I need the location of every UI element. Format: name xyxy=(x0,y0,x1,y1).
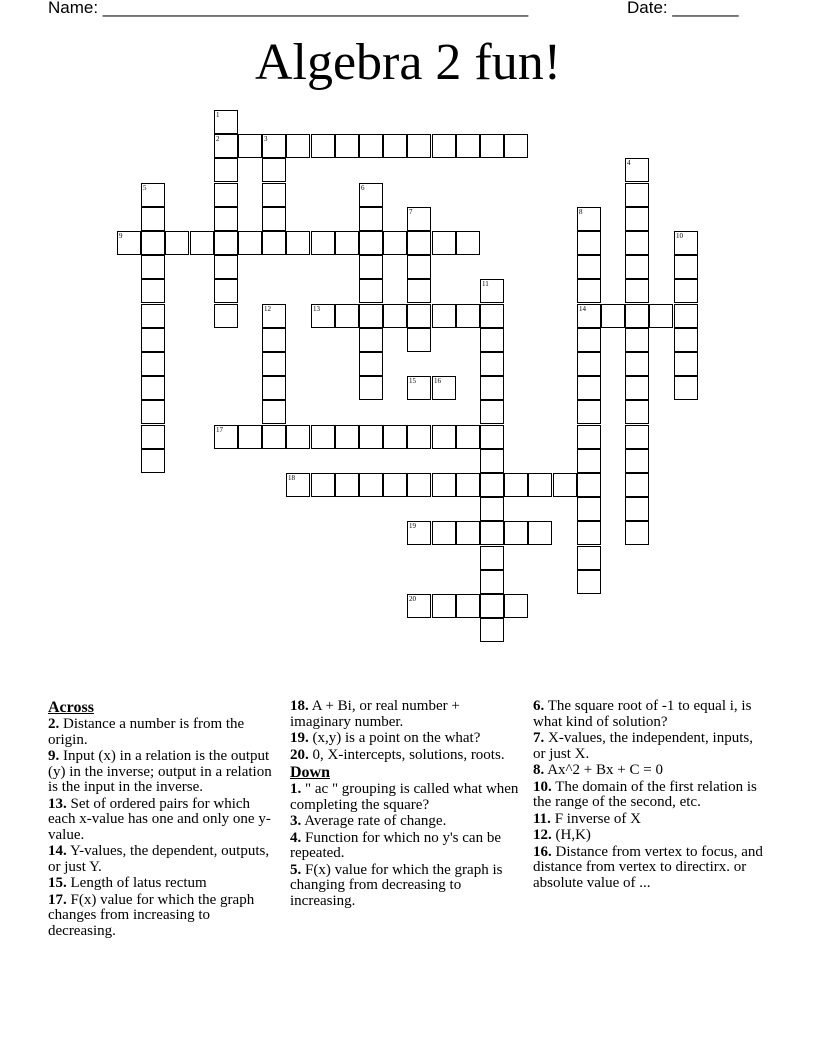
grid-cell[interactable] xyxy=(432,231,456,255)
grid-cell[interactable] xyxy=(480,618,504,642)
grid-cell[interactable] xyxy=(456,473,480,497)
across-heading: Across xyxy=(48,699,94,716)
grid-cell[interactable] xyxy=(286,134,310,158)
clue-number-label: 19 xyxy=(409,522,416,530)
grid-cell[interactable] xyxy=(141,400,165,424)
grid-cell[interactable] xyxy=(577,473,601,497)
grid-cell[interactable] xyxy=(262,183,286,207)
grid-cell[interactable] xyxy=(480,425,504,449)
clue-item xyxy=(290,863,522,910)
clue-item xyxy=(290,748,522,764)
grid-cell[interactable] xyxy=(625,304,649,328)
grid-cell[interactable] xyxy=(141,304,165,328)
grid-cell[interactable] xyxy=(625,425,649,449)
grid-cell[interactable] xyxy=(601,304,625,328)
grid-cell[interactable] xyxy=(407,594,431,618)
clue-number-label: 1 xyxy=(216,111,220,119)
grid-cell[interactable] xyxy=(359,255,383,279)
grid-cell[interactable] xyxy=(383,473,407,497)
clue-number: 20. xyxy=(290,746,309,763)
clue-number: 6. xyxy=(533,698,545,714)
grid-cell[interactable] xyxy=(359,352,383,376)
grid-cell[interactable] xyxy=(456,134,480,158)
grid-cell[interactable] xyxy=(432,594,456,618)
grid-cell[interactable] xyxy=(432,473,456,497)
grid-cell[interactable] xyxy=(214,134,238,158)
grid-cell[interactable] xyxy=(359,473,383,497)
grid-cell[interactable] xyxy=(577,207,601,231)
clue-number-label: 9 xyxy=(119,232,123,240)
clue-item xyxy=(533,812,769,828)
grid-cell[interactable] xyxy=(214,425,238,449)
grid-cell[interactable] xyxy=(480,279,504,303)
grid-cell[interactable] xyxy=(141,279,165,303)
grid-cell[interactable] xyxy=(577,255,601,279)
grid-cell[interactable] xyxy=(577,449,601,473)
clue-number-label: 14 xyxy=(579,305,586,313)
clue-number: 9. xyxy=(48,748,60,764)
clue-number-label: 17 xyxy=(216,426,223,434)
clue-text: (x,y) is a point on the what? xyxy=(312,730,481,746)
grid-cell[interactable] xyxy=(407,207,431,231)
grid-cell[interactable] xyxy=(214,207,238,231)
grid-cell[interactable] xyxy=(286,425,310,449)
grid-cell[interactable] xyxy=(674,328,698,352)
grid-cell[interactable] xyxy=(359,425,383,449)
grid-cell[interactable] xyxy=(625,158,649,182)
grid-cell[interactable] xyxy=(577,279,601,303)
grid-cell[interactable] xyxy=(214,110,238,134)
grid-cell[interactable] xyxy=(625,255,649,279)
grid-cell[interactable] xyxy=(214,158,238,182)
grid-cell[interactable] xyxy=(480,570,504,594)
clue-text: Set of ordered pairs for which each x-value has one and only one y-value. xyxy=(48,795,271,843)
grid-cell[interactable] xyxy=(625,207,649,231)
clue-number-label: 8 xyxy=(579,208,583,216)
grid-cell[interactable] xyxy=(625,497,649,521)
grid-cell[interactable] xyxy=(141,328,165,352)
grid-cell[interactable] xyxy=(577,400,601,424)
clue-item xyxy=(290,731,522,747)
grid-cell[interactable] xyxy=(214,255,238,279)
clues-column-3 xyxy=(533,699,769,892)
grid-cell[interactable] xyxy=(141,183,165,207)
name-field-label: Name: _____________________________________________ xyxy=(48,0,529,17)
clue-number-label: 11 xyxy=(482,280,489,288)
grid-cell[interactable] xyxy=(625,328,649,352)
clue-number: 8. xyxy=(533,762,545,778)
grid-cell[interactable] xyxy=(359,207,383,231)
grid-cell[interactable] xyxy=(625,231,649,255)
clue-number-label: 16 xyxy=(434,377,441,385)
down-clue-list xyxy=(290,782,522,909)
clue-number-label: 12 xyxy=(264,305,271,313)
grid-cell[interactable] xyxy=(480,328,504,352)
clue-text: F(x) value for which the graph changes from increasing to decreasing. xyxy=(48,891,255,939)
clue-item xyxy=(48,844,280,875)
clue-item xyxy=(290,831,522,862)
grid-cell[interactable] xyxy=(480,400,504,424)
grid-cell[interactable] xyxy=(117,231,141,255)
clue-text: The domain of the first relation is the range of the second, etc. xyxy=(533,778,757,810)
grid-cell[interactable] xyxy=(674,255,698,279)
clue-text: Ax^2 + Bx + C = 0 xyxy=(547,762,663,778)
grid-cell[interactable] xyxy=(480,594,504,618)
clue-text: Length of latus rectum xyxy=(70,875,207,891)
grid-cell[interactable] xyxy=(432,304,456,328)
grid-cell[interactable] xyxy=(504,594,528,618)
grid-cell[interactable] xyxy=(577,231,601,255)
grid-cell[interactable] xyxy=(577,546,601,570)
grid-cell[interactable] xyxy=(577,352,601,376)
grid-cell[interactable] xyxy=(674,352,698,376)
clue-number: 10. xyxy=(533,778,552,795)
clue-number: 3. xyxy=(290,813,302,829)
grid-cell[interactable] xyxy=(480,497,504,521)
clue-number-label: 6 xyxy=(361,184,365,192)
grid-cell[interactable] xyxy=(553,473,577,497)
grid-cell[interactable] xyxy=(480,521,504,545)
grid-cell[interactable] xyxy=(214,304,238,328)
down-heading: Down xyxy=(290,764,331,781)
grid-cell[interactable] xyxy=(359,279,383,303)
clue-text: (H,K) xyxy=(555,827,591,843)
grid-cell[interactable] xyxy=(407,425,431,449)
clue-item xyxy=(48,717,280,748)
grid-cell[interactable] xyxy=(407,376,431,400)
clue-item xyxy=(533,731,769,762)
grid-cell[interactable] xyxy=(359,183,383,207)
grid-cell[interactable] xyxy=(311,231,335,255)
grid-cell[interactable] xyxy=(456,521,480,545)
grid-cell[interactable] xyxy=(238,231,262,255)
clue-number: 18. xyxy=(290,698,309,714)
clue-item xyxy=(533,780,769,811)
grid-cell[interactable] xyxy=(625,449,649,473)
grid-cell[interactable] xyxy=(577,304,601,328)
grid-cell[interactable] xyxy=(335,231,359,255)
clue-text: Distance from vertex to focus, and distance from vertex to directirx. or absolute value of ... xyxy=(533,843,763,891)
clue-number: 1. xyxy=(290,781,302,797)
clue-text: F inverse of X xyxy=(554,810,641,827)
clue-number: 17. xyxy=(48,891,67,908)
grid-cell[interactable] xyxy=(262,207,286,231)
clue-number-label: 5 xyxy=(143,184,147,192)
grid-cell[interactable] xyxy=(262,134,286,158)
grid-cell[interactable] xyxy=(480,473,504,497)
clue-number-label: 3 xyxy=(264,135,268,143)
grid-cell[interactable] xyxy=(286,473,310,497)
clue-text: Y-values, the dependent, outputs, or just Y. xyxy=(48,843,270,875)
grid-cell[interactable] xyxy=(262,352,286,376)
grid-cell[interactable] xyxy=(407,279,431,303)
clue-text: A + Bi, or real number + imaginary number. xyxy=(290,698,460,730)
grid-cell[interactable] xyxy=(262,158,286,182)
grid-cell[interactable] xyxy=(335,473,359,497)
grid-cell[interactable] xyxy=(407,473,431,497)
grid-cell[interactable] xyxy=(214,183,238,207)
clue-number: 15. xyxy=(48,875,67,891)
grid-cell[interactable] xyxy=(577,376,601,400)
clue-number-label: 2 xyxy=(216,135,220,143)
grid-cell[interactable] xyxy=(674,304,698,328)
grid-cell[interactable] xyxy=(456,304,480,328)
grid-cell[interactable] xyxy=(577,497,601,521)
clue-item xyxy=(533,845,769,892)
grid-cell[interactable] xyxy=(141,376,165,400)
clue-item xyxy=(48,876,280,892)
grid-cell[interactable] xyxy=(407,521,431,545)
grid-cell[interactable] xyxy=(504,473,528,497)
grid-cell[interactable] xyxy=(456,594,480,618)
grid-cell[interactable] xyxy=(335,425,359,449)
clue-text: F(x) value for which the graph is changing from decreasing to increasing. xyxy=(290,861,503,909)
grid-cell[interactable] xyxy=(577,328,601,352)
grid-cell[interactable] xyxy=(407,328,431,352)
grid-cell[interactable] xyxy=(238,425,262,449)
clue-number: 2. xyxy=(48,716,60,732)
grid-cell[interactable] xyxy=(383,231,407,255)
clue-item xyxy=(48,893,280,940)
grid-cell[interactable] xyxy=(359,134,383,158)
clue-text: X-values, the independent, inputs, or just X. xyxy=(533,730,753,762)
grid-cell[interactable] xyxy=(359,231,383,255)
grid-cell[interactable] xyxy=(141,207,165,231)
grid-cell[interactable] xyxy=(262,328,286,352)
clue-number: 19. xyxy=(290,730,309,746)
grid-cell[interactable] xyxy=(456,231,480,255)
grid-cell[interactable] xyxy=(311,473,335,497)
grid-cell[interactable] xyxy=(190,231,214,255)
clue-text: Input (x) in a relation is the output (y) in the inverse; output in a relation is the input in the inverse. xyxy=(48,748,272,795)
grid-cell[interactable] xyxy=(262,376,286,400)
grid-cell[interactable] xyxy=(577,570,601,594)
across-clue-list xyxy=(48,717,280,939)
clue-number: 16. xyxy=(533,843,552,860)
grid-cell[interactable] xyxy=(625,279,649,303)
puzzle-title: Algebra 2 fun! xyxy=(254,34,562,91)
clue-item xyxy=(48,797,280,844)
clue-number-label: 20 xyxy=(409,595,416,603)
grid-cell[interactable] xyxy=(141,352,165,376)
grid-cell[interactable] xyxy=(383,304,407,328)
grid-cell[interactable] xyxy=(432,521,456,545)
clue-number: 14. xyxy=(48,843,67,859)
grid-cell[interactable] xyxy=(456,425,480,449)
grid-cell[interactable] xyxy=(432,425,456,449)
clue-number-label: 4 xyxy=(627,159,631,167)
clues-column-2 xyxy=(290,699,522,910)
grid-cell[interactable] xyxy=(407,255,431,279)
grid-cell[interactable] xyxy=(214,231,238,255)
grid-cell[interactable] xyxy=(359,376,383,400)
grid-cell[interactable] xyxy=(480,304,504,328)
clue-item xyxy=(290,699,522,730)
clue-text: " ac " grouping is called what when completing the square? xyxy=(290,781,519,813)
clue-number: 13. xyxy=(48,795,67,812)
grid-cell[interactable] xyxy=(262,400,286,424)
clue-item xyxy=(290,814,522,830)
grid-cell[interactable] xyxy=(649,304,673,328)
clue-item xyxy=(290,782,522,813)
grid-cell[interactable] xyxy=(335,304,359,328)
grid-cell[interactable] xyxy=(625,400,649,424)
grid-cell[interactable] xyxy=(480,134,504,158)
grid-cell[interactable] xyxy=(407,304,431,328)
grid-cell[interactable] xyxy=(383,425,407,449)
grid-cell[interactable] xyxy=(141,255,165,279)
grid-cell[interactable] xyxy=(286,231,310,255)
grid-cell[interactable] xyxy=(625,376,649,400)
clue-number-label: 10 xyxy=(676,232,683,240)
clue-item xyxy=(533,699,769,730)
clue-number-label: 13 xyxy=(313,305,320,313)
grid-cell[interactable] xyxy=(625,352,649,376)
grid-cell[interactable] xyxy=(432,134,456,158)
grid-cell[interactable] xyxy=(480,352,504,376)
grid-cell[interactable] xyxy=(165,231,189,255)
clue-item xyxy=(533,763,769,779)
grid-cell[interactable] xyxy=(480,449,504,473)
grid-cell[interactable] xyxy=(383,134,407,158)
clue-text: Distance a number is from the origin. xyxy=(48,716,245,748)
clue-text: 0, X-intercepts, solutions, roots. xyxy=(312,746,505,763)
grid-cell[interactable] xyxy=(625,473,649,497)
grid-cell[interactable] xyxy=(311,425,335,449)
grid-cell[interactable] xyxy=(407,231,431,255)
grid-cell[interactable] xyxy=(407,134,431,158)
grid-cell[interactable] xyxy=(262,231,286,255)
clue-item xyxy=(533,828,769,844)
grid-cell[interactable] xyxy=(335,134,359,158)
clue-number-label: 18 xyxy=(288,474,295,482)
grid-cell[interactable] xyxy=(674,376,698,400)
grid-cell[interactable] xyxy=(480,376,504,400)
grid-cell[interactable] xyxy=(480,546,504,570)
clues-column-1 xyxy=(48,699,280,940)
grid-cell[interactable] xyxy=(262,304,286,328)
clue-number-label: 15 xyxy=(409,377,416,385)
clue-number-label: 7 xyxy=(409,208,413,216)
clue-text: Average rate of change. xyxy=(304,813,447,829)
grid-cell[interactable] xyxy=(528,473,552,497)
clue-number: 11. xyxy=(533,810,551,827)
grid-cell[interactable] xyxy=(311,304,335,328)
grid-cell[interactable] xyxy=(504,134,528,158)
grid-cell[interactable] xyxy=(674,279,698,303)
down-clue-list-continued xyxy=(533,699,769,891)
grid-cell[interactable] xyxy=(577,521,601,545)
grid-cell[interactable] xyxy=(625,183,649,207)
grid-cell[interactable] xyxy=(674,231,698,255)
grid-cell[interactable] xyxy=(432,376,456,400)
across-clue-list-continued xyxy=(290,699,522,763)
grid-cell[interactable] xyxy=(528,521,552,545)
clue-item xyxy=(48,749,280,796)
grid-cell[interactable] xyxy=(141,231,165,255)
grid-cell[interactable] xyxy=(359,304,383,328)
clue-text: The square root of -1 to equal i, is what kind of solution? xyxy=(533,698,752,730)
grid-cell[interactable] xyxy=(141,449,165,473)
grid-cell[interactable] xyxy=(577,425,601,449)
clue-number: 7. xyxy=(533,730,545,746)
clue-number: 5. xyxy=(290,861,302,878)
date-field-label: Date: _______ xyxy=(627,0,739,17)
clue-number: 4. xyxy=(290,829,302,846)
grid-cell[interactable] xyxy=(238,134,262,158)
grid-cell[interactable] xyxy=(625,521,649,545)
grid-cell[interactable] xyxy=(214,279,238,303)
clue-number: 12. xyxy=(533,827,552,843)
grid-cell[interactable] xyxy=(504,521,528,545)
grid-cell[interactable] xyxy=(262,425,286,449)
clue-text: Function for which no y's can be repeated. xyxy=(290,829,501,861)
grid-cell[interactable] xyxy=(141,425,165,449)
grid-cell[interactable] xyxy=(359,328,383,352)
grid-cell[interactable] xyxy=(311,134,335,158)
